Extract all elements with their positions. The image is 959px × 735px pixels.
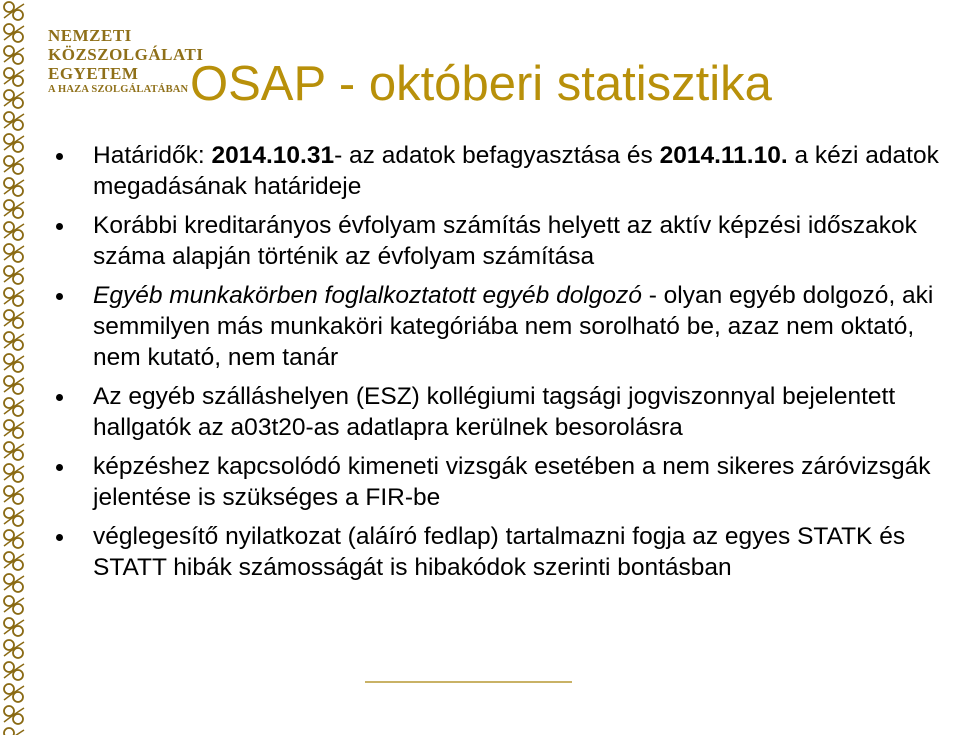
ornament-pattern-icon: [0, 0, 28, 735]
bullet-text: Az egyéb szálláshelyen (ESZ) kollégiumi tagsági jogviszonnyal bejelentett hallgatók az a03t20-as adatlapra kerülnek besorolásra: [93, 383, 896, 441]
bullet-text: véglegesítő nyilatkozat (aláíró fedlap) tartalmazni fogja az egyes STATK és STATT hibák számosságát is hibakódok szerinti bontásban: [93, 523, 906, 581]
ornament-motif: [4, 376, 24, 394]
deadline-text-2: a kézi adatok megadásának határideje: [93, 142, 939, 200]
list-item: [52, 521, 952, 583]
bullet-dot: [56, 534, 63, 541]
bullet-text: képzéshez kapcsolódó kimeneti vizsgák esetében a nem sikeres záróvizsgák jelentése is szükséges a FIR-be: [93, 453, 931, 511]
ornament-motif: [4, 662, 24, 680]
ornament-motif: [4, 134, 24, 152]
ornament-motif: [4, 618, 24, 636]
ornament-motif: [4, 200, 24, 218]
bullet-dot: [56, 464, 63, 471]
ornament-motif: [4, 420, 24, 438]
ornament-motif: [4, 464, 24, 482]
ornament-motif: [4, 530, 24, 548]
ornament-motif: [4, 156, 24, 174]
ornament-motif: [4, 354, 24, 372]
deadline-text-1: - az adatok befagyasztása és: [334, 142, 660, 169]
university-logo: [48, 26, 203, 97]
bullet-dot: [56, 153, 63, 160]
ornament-motif: [4, 46, 24, 64]
bullet-dot: [56, 223, 63, 230]
ornament-motif: [4, 266, 24, 284]
decorative-border: [0, 0, 28, 735]
deadline-date-1: 2014.10.31: [211, 142, 335, 169]
list-item: [52, 381, 952, 443]
deadline-date-2: 2014.11.10.: [659, 142, 788, 169]
ornament-motif: [4, 398, 24, 416]
ornament-motif: [4, 310, 24, 328]
logo-line-2: KÖZSZOLGÁLATI: [48, 45, 204, 64]
ornament-motif: [4, 288, 24, 306]
logo-line-1: NEMZETI: [48, 26, 132, 45]
ornament-motif: [4, 574, 24, 592]
ornament-motif: [4, 68, 24, 86]
ornament-motif: [4, 728, 24, 735]
list-item: [52, 140, 952, 202]
ornament-motif: [4, 552, 24, 570]
ornament-motif: [4, 684, 24, 702]
bullet-term: Egyéb munkakörben foglalkoztatott egyéb dolgozó: [93, 282, 642, 309]
ornament-motif: [4, 178, 24, 196]
bullet-text: - olyan egyéb dolgozó, aki semmilyen más munkaköri kategóriába nem sorolható be, azaz nem oktató, nem kutató, nem tanár: [93, 282, 934, 371]
ornament-motif: [4, 508, 24, 526]
bullet-dot: [56, 394, 63, 401]
ornament-motif: [4, 706, 24, 724]
ornament-motif: [4, 24, 24, 42]
decorative-underline: [365, 681, 572, 683]
bullet-text: Korábbi kreditarányos évfolyam számítás helyett az aktív képzési időszakok száma alapján történik az évfolyam számítása: [93, 212, 917, 270]
slide-title: OSAP - októberi statisztika: [190, 57, 772, 111]
ornament-motif: [4, 640, 24, 658]
ornament-motif: [4, 222, 24, 240]
bullet-dot: [56, 293, 63, 300]
ornament-motif: [4, 244, 24, 262]
bullet-list: [52, 140, 952, 591]
ornament-motif: [4, 90, 24, 108]
ornament-motif: [4, 486, 24, 504]
logo-tagline: A HAZA SZOLGÁLATÁBAN: [48, 84, 189, 95]
list-item: [52, 280, 952, 373]
ornament-motif: [4, 112, 24, 130]
list-item: [52, 210, 952, 272]
ornament-motif: [4, 2, 24, 20]
deadline-label: Határidők:: [93, 142, 212, 169]
list-item: [52, 451, 952, 513]
ornament-motif: [4, 442, 24, 460]
ornament-motif: [4, 332, 24, 350]
ornament-motif: [4, 596, 24, 614]
logo-line-3: EGYETEM: [48, 64, 139, 83]
